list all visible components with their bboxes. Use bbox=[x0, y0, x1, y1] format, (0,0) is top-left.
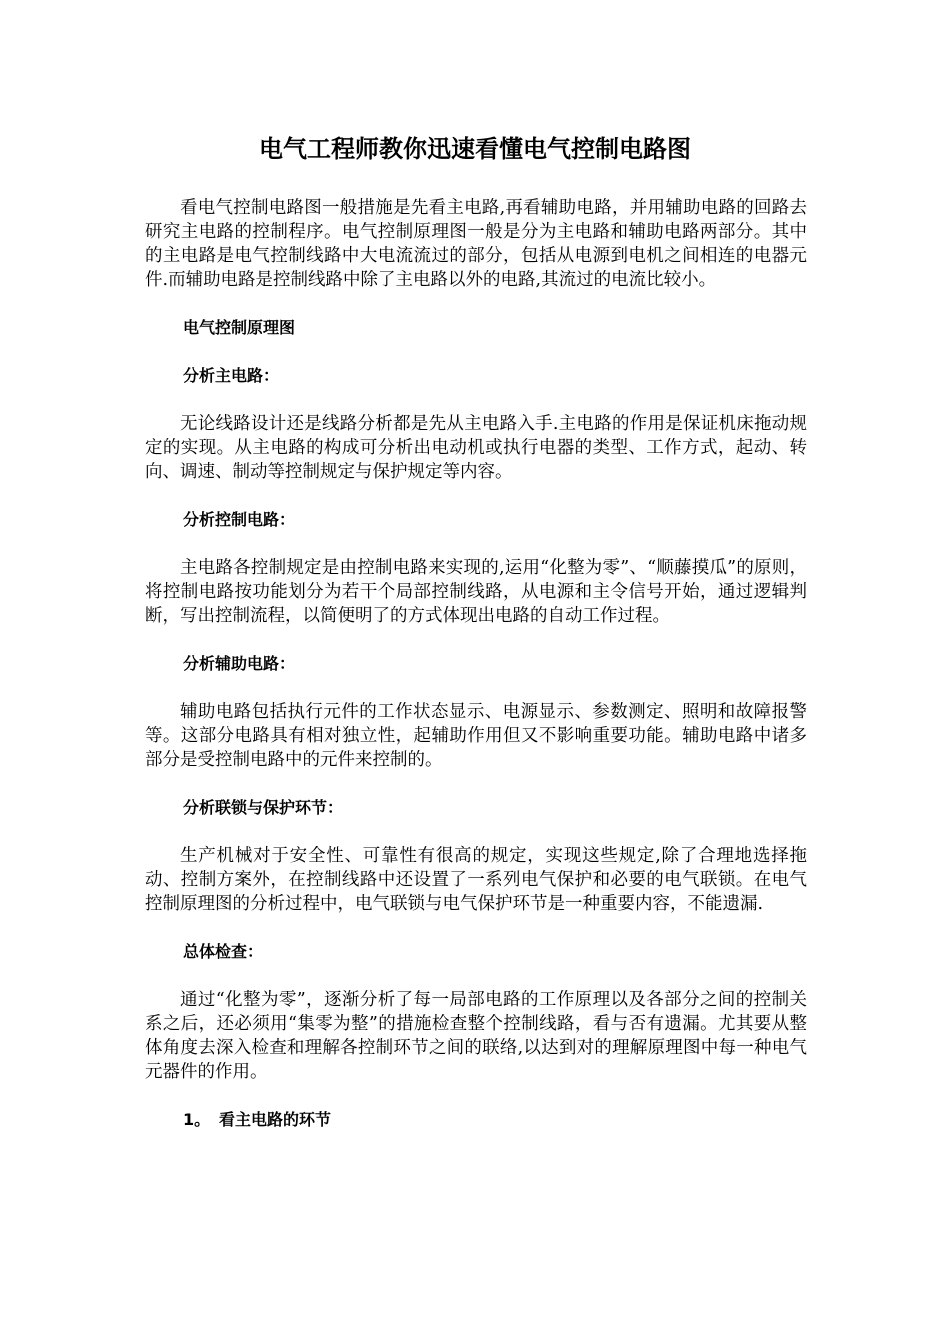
section-heading-control-circuit: 分析控制电路： bbox=[183, 510, 296, 529]
section-heading-auxiliary-circuit: 分析辅助电路： bbox=[183, 654, 296, 673]
section-body-auxiliary-circuit: 辅助电路包括执行元件的工作状态显示、电源显示、参数测定、照明和故障报警等。这部分电路具有相对独立性，起辅助作用但又不影响重要功能。辅助电路中诸多部分是受控制电路中的元件来控制的。 bbox=[145, 702, 807, 770]
section-body-overall-check: 通过“化整为零”，逐渐分析了每一局部电路的工作原理以及各部分之间的控制关系之后，还必须用“集零为整”的措施检查整个控制线路，看与否有遗漏。尤其要从整体角度去深入检查和理解各控制环节之间的联络,以达到对的理解原理图中每一种电气元器件的作用。 bbox=[145, 990, 807, 1082]
section-heading-main-circuit: 分析主电路： bbox=[183, 366, 280, 385]
numbered-heading bbox=[145, 1108, 807, 1132]
document-body bbox=[145, 196, 807, 1132]
document-title: 电气工程师教你迅速看懂电气控制电路图 bbox=[259, 135, 691, 163]
section-body-control-circuit: 主电路各控制规定是由控制电路来实现的,运用“化整为零”、“顺藤摸瓜”的原则，将控制电路按功能划分为若干个局部控制线路，从电源和主令信号开始，通过逻辑判断，写出控制流程，以简便明了的方式体现出电路的自动工作过程。 bbox=[145, 558, 807, 626]
section-heading-principle: 电气控制原理图 bbox=[183, 318, 296, 337]
numbered-heading-number: 1。 bbox=[183, 1110, 211, 1129]
section-heading-overall-check: 总体检查： bbox=[183, 942, 264, 961]
numbered-heading-text: 看主电路的环节 bbox=[219, 1110, 332, 1129]
intro-paragraph: 看电气控制电路图一般措施是先看主电路,再看辅助电路，并用辅助电路的回路去研究主电路的控制程序。电气控制原理图一般是分为主电路和辅助电路两部分。其中的主电路是电气控制线路中大电流流过的部分，包括从电源到电机之间相连的电器元件.而辅助电路是控制线路中除了主电路以外的电路,其流过的电流比较小。 bbox=[145, 198, 807, 290]
section-body-interlock-protection: 生产机械对于安全性、可靠性有很高的规定，实现这些规定,除了合理地选择拖动、控制方案外，在控制线路中还设置了一系列电气保护和必要的电气联锁。在电气控制原理图的分析过程中，电气联锁与电气保护环节是一种重要内容，不能遗漏. bbox=[145, 846, 807, 914]
section-body-main-circuit: 无论线路设计还是线路分析都是先从主电路入手.主电路的作用是保证机床拖动规定的实现。从主电路的构成可分析出电动机或执行电器的类型、工作方式，起动、转向、调速、制动等控制规定与保护规定等内容。 bbox=[145, 414, 807, 482]
section-heading-interlock-protection: 分析联锁与保护环节： bbox=[183, 798, 344, 817]
